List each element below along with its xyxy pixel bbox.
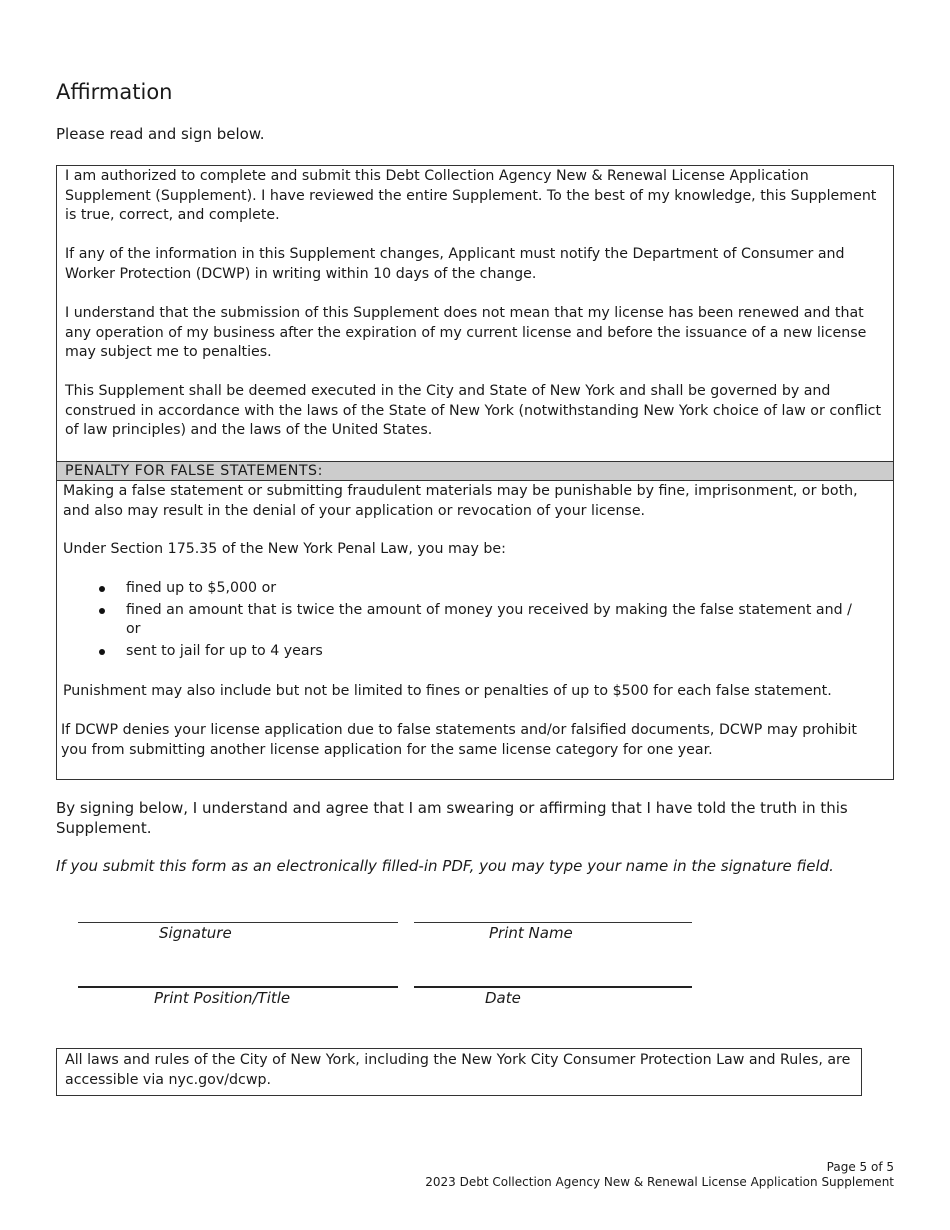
list-item: fined up to $5,000 or [99, 579, 853, 599]
page-title: Affirmation [56, 80, 173, 104]
footer-doc-title: 2023 Debt Collection Agency New & Renewal License Application Supplement [425, 1175, 894, 1189]
print-name-line[interactable] [414, 922, 692, 923]
laws-note: All laws and rules of the City of New York, including the New York City Consumer Protection Law and Rules, are accessible via nyc.gov/dcwp. [65, 1052, 851, 1088]
position-title-line[interactable] [78, 986, 398, 988]
date-label: Date [485, 989, 521, 1007]
penalty-law: Under Section 175.35 of the New York Penal Law, you may be: [63, 541, 506, 557]
penalty-list [99, 579, 853, 663]
print-name-label: Print Name [489, 924, 573, 942]
penalty-header: PENALTY FOR FALSE STATEMENTS: [57, 461, 893, 481]
penalty-punishment: Punishment may also include but not be limited to fines or penalties of up to $500 for each false statement. [63, 683, 832, 699]
laws-box [56, 1048, 862, 1096]
intro-text: Please read and sign below. [56, 125, 265, 143]
signature-line[interactable] [78, 922, 398, 923]
penalty-intro: Making a false statement or submitting fraudulent materials may be punishable by fine, imprisonment, or both, and also may result in the denial of your application or revocation of your license. [63, 483, 858, 519]
agreement-text: By signing below, I understand and agree that I am swearing or affirming that I have told the truth in this Supplement. [56, 799, 848, 837]
affirmation-box [56, 165, 894, 780]
affirmation-paragraph-3: I understand that the submission of this Supplement does not mean that my license has been renewed and that any operation of my business after the expiration of my current license and before the issuance of a new license may subject me to penalties. [65, 305, 867, 360]
electronic-note: If you submit this form as an electronically filled-in PDF, you may type your name in the signature field. [56, 857, 834, 875]
list-item: fined an amount that is twice the amount of money you received by making the false statement and / or [99, 601, 853, 640]
signature-label: Signature [159, 924, 232, 942]
affirmation-paragraph-1: I am authorized to complete and submit this Debt Collection Agency New & Renewal License Application Supplement (Supplement). I have reviewed the entire Supplement. To the best of my knowledge, this Supplement is true, correct, and complete. [65, 168, 877, 223]
penalty-denial: If DCWP denies your license application due to false statements and/or falsified documents, DCWP may prohibit you from submitting another license application for the same license category for one year. [61, 722, 857, 758]
affirmation-paragraph-4: This Supplement shall be deemed executed in the City and State of New York and shall be governed by and construed in accordance with the laws of the State of New York (notwithstanding New York choice of law or conflict of law principles) and the laws of the United States. [65, 383, 882, 438]
position-title-label: Print Position/Title [154, 989, 291, 1007]
list-item: sent to jail for up to 4 years [99, 642, 853, 662]
page-number: Page 5 of 5 [826, 1160, 894, 1174]
date-line[interactable] [414, 986, 692, 988]
affirmation-paragraph-2: If any of the information in this Supplement changes, Applicant must notify the Department of Consumer and Worker Protection (DCWP) in writing within 10 days of the change. [65, 246, 845, 282]
